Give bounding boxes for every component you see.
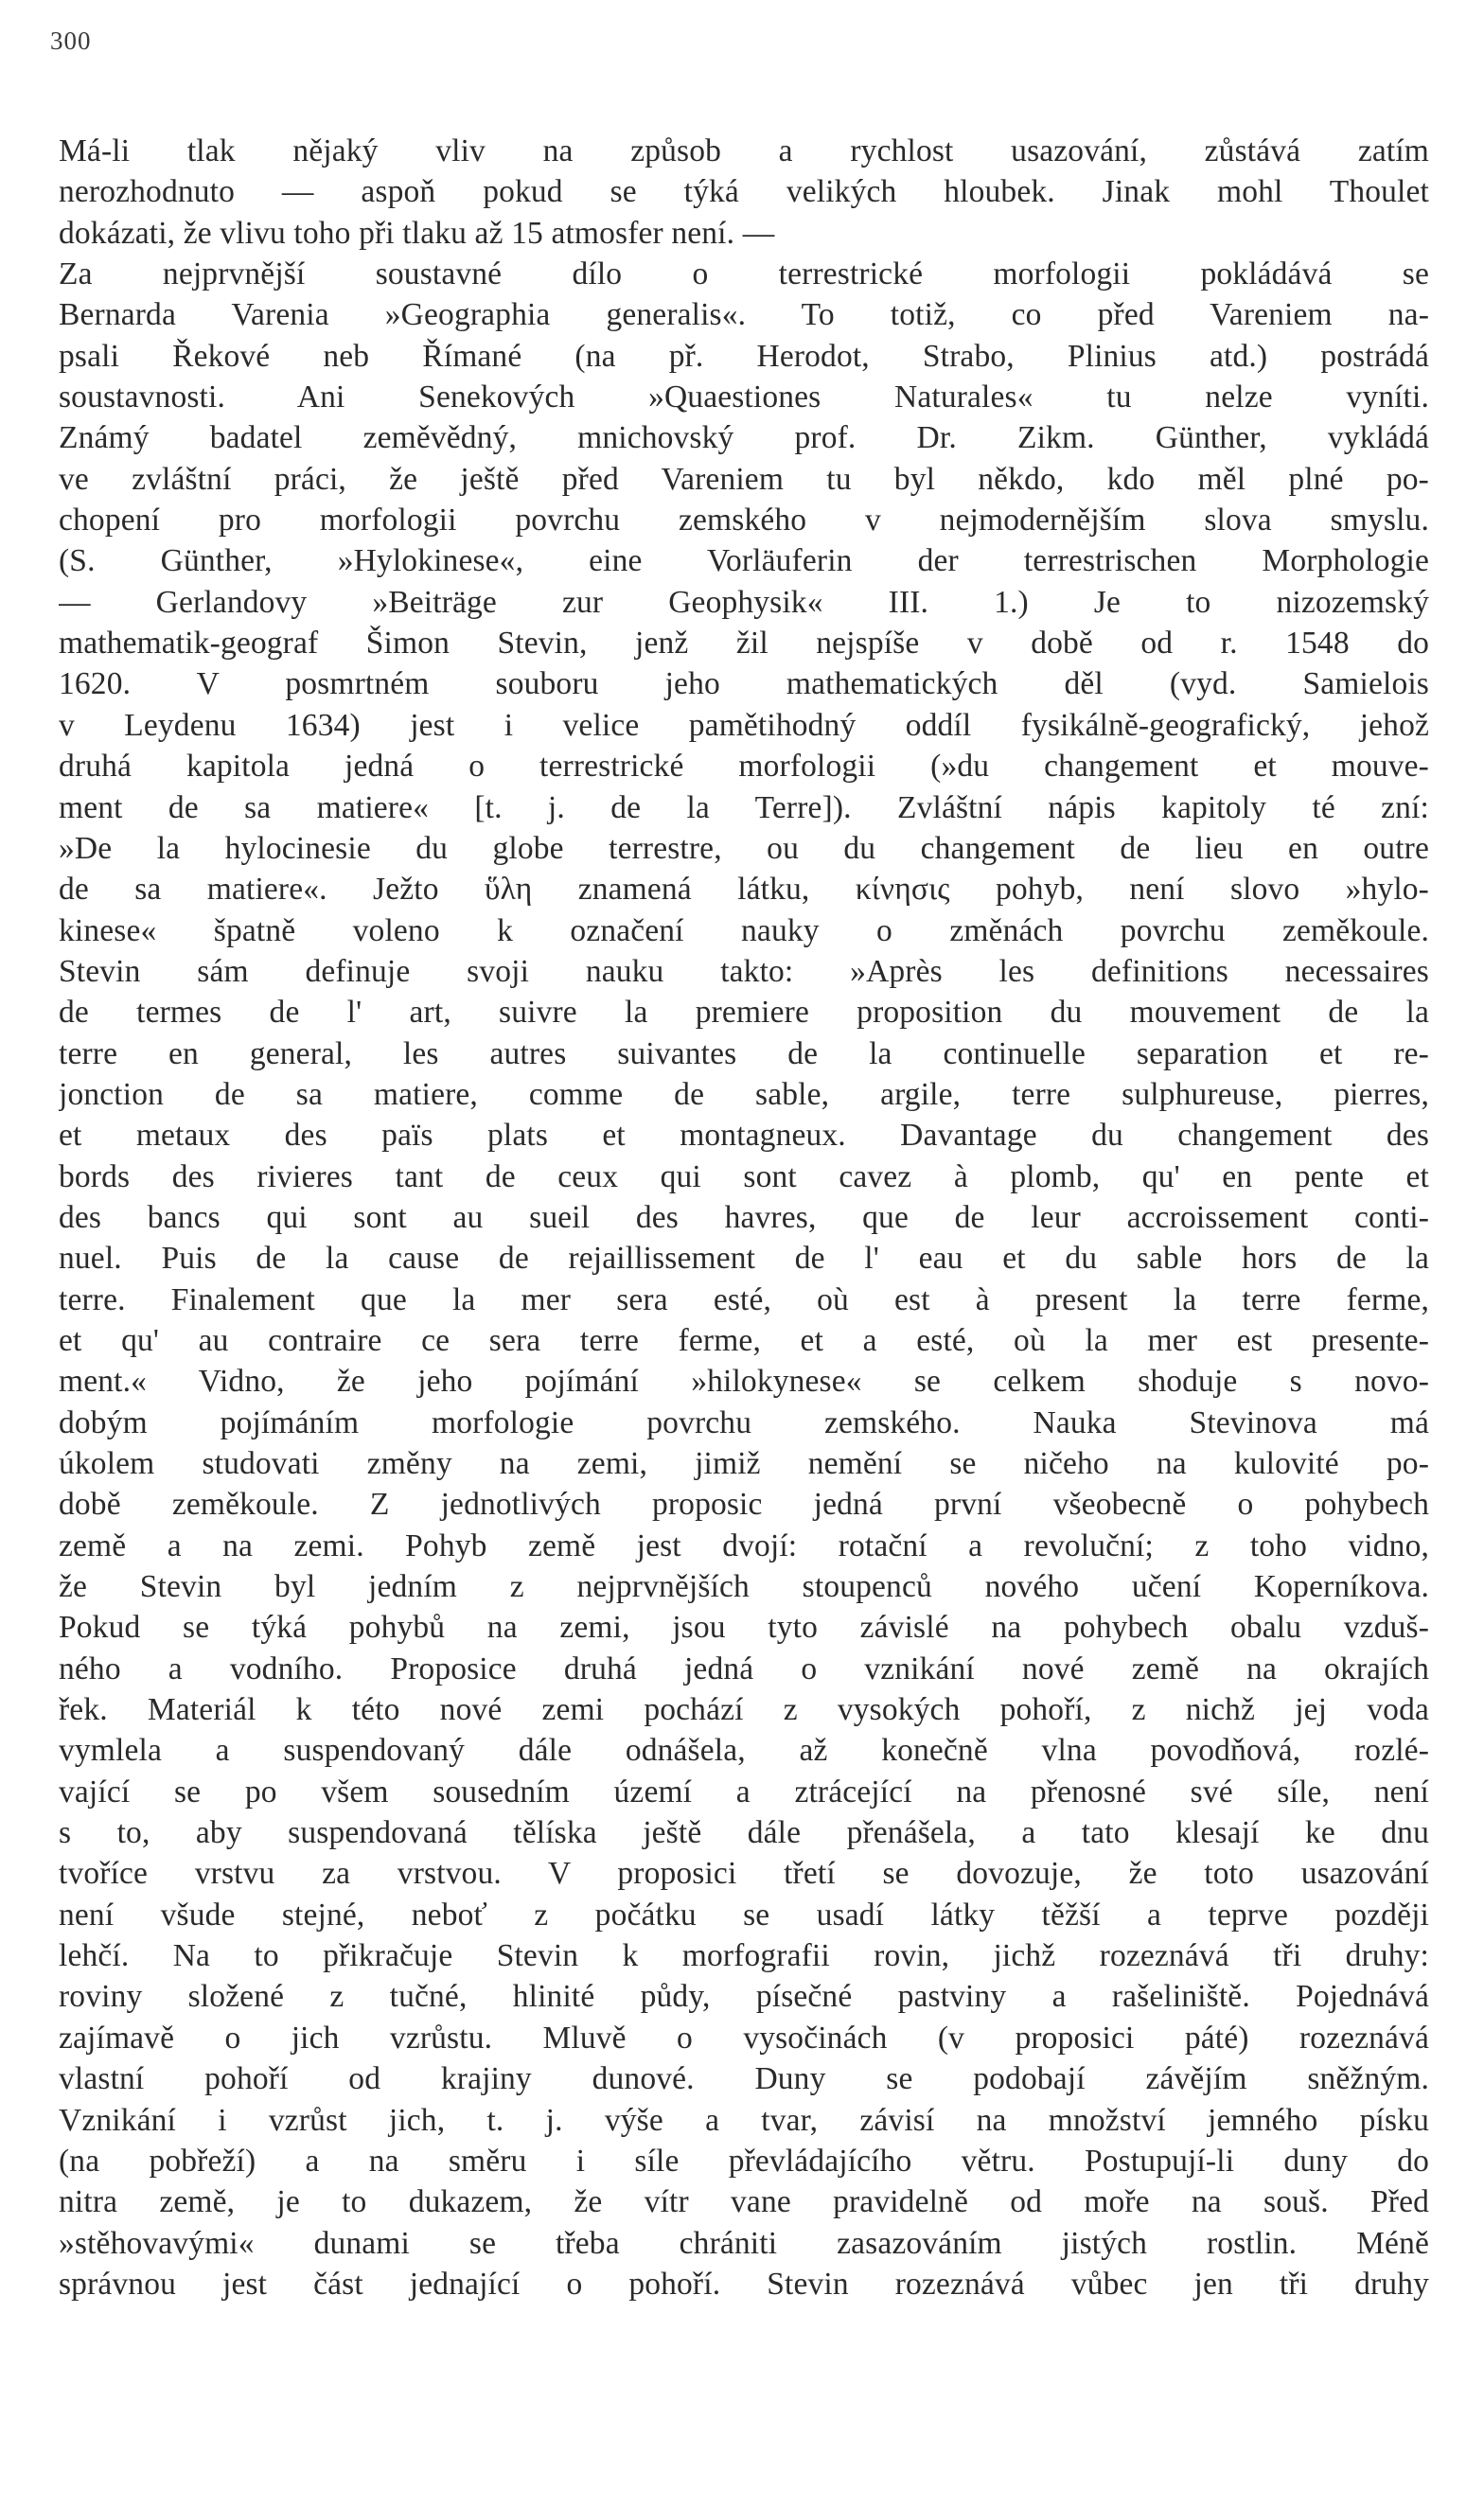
text-line: terre en general, les autres suivantes de la continuelle separation et re- — [59, 1035, 1429, 1071]
text-line: de termes de l' art, suivre la premiere proposition du mouvement de la — [59, 995, 1429, 1031]
text-line: ve zvláštní práci, že ještě před Vareniem tu byl někdo, kdo měl plné po- — [59, 461, 1429, 497]
text-line: ment.« Vidno, že jeho pojímání »hilokynese« se celkem shoduje s novo- — [59, 1364, 1429, 1400]
text-line: není všude stejné, neboť z počátku se usadí látky těžší a teprve později — [59, 1897, 1429, 1933]
text-line: lehčí. Na to přikračuje Stevin k morfografii rovin, jichž rozeznává tři druhy: — [59, 1938, 1429, 1974]
text-line: nitra země, je to dukazem, že vítr vane pravidelně od moře na souš. Před — [59, 2184, 1429, 2220]
text-body — [59, 131, 1429, 2304]
text-line: chopení pro morfologii povrchu zemského v nejmodernějším slova smyslu. — [59, 503, 1429, 538]
text-line: roviny složené z tučné, hlinité půdy, písečné pastviny a rašeliniště. Pojednává — [59, 1979, 1429, 2015]
text-line: v Leydenu 1634) jest i velice pamětihodný oddíl fysikálně-geografický, jehož — [59, 707, 1429, 743]
text-line: s to, aby suspendovaná tělíska ještě dále přenášela, a tato klesají ke dnu — [59, 1815, 1429, 1851]
text-line: Pokud se týká pohybů na zemi, jsou tyto závislé na pohybech obalu vzduš- — [59, 1610, 1429, 1646]
text-line: úkolem studovati změny na zemi, jimiž nemění se ničeho na kulovité po- — [59, 1446, 1429, 1481]
text-line: zajímavě o jich vzrůstu. Mluvě o vysočinách (v proposici páté) rozeznává — [59, 2020, 1429, 2056]
text-line: ného a vodního. Proposice druhá jedná o vznikání nové země na okrajích — [59, 1651, 1429, 1686]
text-line: nuel. Puis de la cause de rejaillissement de l' eau et du sable hors de la — [59, 1241, 1429, 1277]
text-line: »stěhovavými« dunami se třeba chrániti zasazováním jistých rostlin. Méně — [59, 2225, 1429, 2261]
text-line: ment de sa matiere« [t. j. de la Terre]). Zvláštní nápis kapitoly té zní: — [59, 789, 1429, 825]
text-line: de sa matiere«. Ježto ὕλη znamená látku, κίνησις pohyb, není slovo »hylo- — [59, 872, 1429, 908]
text-line: druhá kapitola jedná o terrestrické morfologii (»du changement et mouve- — [59, 749, 1429, 785]
text-line: Stevin sám definuje svoji nauku takto: »Après les definitions necessaires — [59, 953, 1429, 989]
text-line: řek. Materiál k této nové zemi pochází z vysokých pohoří, z nichž jej voda — [59, 1692, 1429, 1728]
text-line: 1620. V posmrtném souboru jeho mathematických děl (vyd. Samielois — [59, 666, 1429, 702]
text-line: bords des rivieres tant de ceux qui sont cavez à plomb, qu' en pente et — [59, 1158, 1429, 1194]
text-line: vymlela a suspendovaný dále odnášela, až konečně vlna povodňová, rozlé- — [59, 1733, 1429, 1769]
text-line: nerozhodnuto — aspoň pokud se týká velikých hloubek. Jinak mohl Thoulet — [59, 174, 1429, 210]
text-line: et qu' au contraire ce sera terre ferme, et a esté, où la mer est presente- — [59, 1322, 1429, 1358]
text-line: tvoříce vrstvu za vrstvou. V proposici třetí se dovozuje, že toto usazování — [59, 1856, 1429, 1892]
text-line: et metaux des païs plats et montagneux. Davantage du changement des — [59, 1118, 1429, 1154]
text-line: kinese« špatně voleno k označení nauky o změnách povrchu zeměkoule. — [59, 912, 1429, 948]
text-line: mathematik-geograf Šimon Stevin, jenž žil nejspíše v době od r. 1548 do — [59, 626, 1429, 662]
text-line: země a na zemi. Pohyb země jest dvojí: rotační a revoluční; z toho vidno, — [59, 1527, 1429, 1563]
text-line: (na pobřeží) a na směru i síle převládajícího větru. Postupují-li duny do — [59, 2143, 1429, 2179]
page-number: 300 — [50, 26, 92, 55]
text-line: době zeměkoule. Z jednotlivých proposic jedná první všeobecně o pohybech — [59, 1487, 1429, 1523]
text-line: Vznikání i vzrůst jich, t. j. výše a tvar, závisí na množství jemného písku — [59, 2102, 1429, 2138]
text-line: Bernarda Varenia »Geographia generalis«. To totiž, co před Vareniem na- — [59, 297, 1429, 333]
text-line: Za nejprvnější soustavné dílo o terrestrické morfologii pokládává se — [59, 256, 1429, 292]
text-line: psali Řekové neb Římané (na př. Herodot, Strabo, Plinius atd.) postrádá — [59, 338, 1429, 374]
text-line: soustavnosti. Ani Senekových »Quaestiones Naturales« tu nelze vyníti. — [59, 380, 1429, 415]
text-line: jonction de sa matiere, comme de sable, argile, terre sulphureuse, pierres, — [59, 1076, 1429, 1112]
text-line: že Stevin byl jedním z nejprvnějších stoupenců nového učení Koperníkova. — [59, 1569, 1429, 1605]
text-line: dokázati, že vlivu toho při tlaku až 15 atmosfer není. — — [59, 215, 775, 251]
text-line: — Gerlandovy »Beiträge zur Geophysik« III. 1.) Je to nizozemský — [59, 584, 1429, 620]
text-line: terre. Finalement que la mer sera esté, où est à present la terre ferme, — [59, 1281, 1429, 1317]
text-line: (S. Günther, »Hylokinese«, eine Vorläuferin der terrestrischen Morphologie — [59, 543, 1429, 579]
text-line: Známý badatel zeměvědný, mnichovský prof. Dr. Zikm. Günther, vykládá — [59, 420, 1429, 456]
text-line: vlastní pohoří od krajiny dunové. Duny se podobají závějím sněžným. — [59, 2061, 1429, 2097]
text-line: vající se po všem sousedním území a ztrácející na přenosné své síle, není — [59, 1774, 1429, 1810]
text-line: Má-li tlak nějaký vliv na způsob a rychlost usazování, zůstává zatím — [59, 133, 1429, 168]
text-line: dobým pojímáním morfologie povrchu zemského. Nauka Stevinova má — [59, 1404, 1429, 1440]
text-line: des bancs qui sont au sueil des havres, que de leur accroissement conti- — [59, 1199, 1429, 1235]
text-line: »De la hylocinesie du globe terrestre, ou du changement de lieu en outre — [59, 830, 1429, 866]
text-line: správnou jest část jednající o pohoří. Stevin rozeznává vůbec jen tři druhy — [59, 2266, 1429, 2302]
